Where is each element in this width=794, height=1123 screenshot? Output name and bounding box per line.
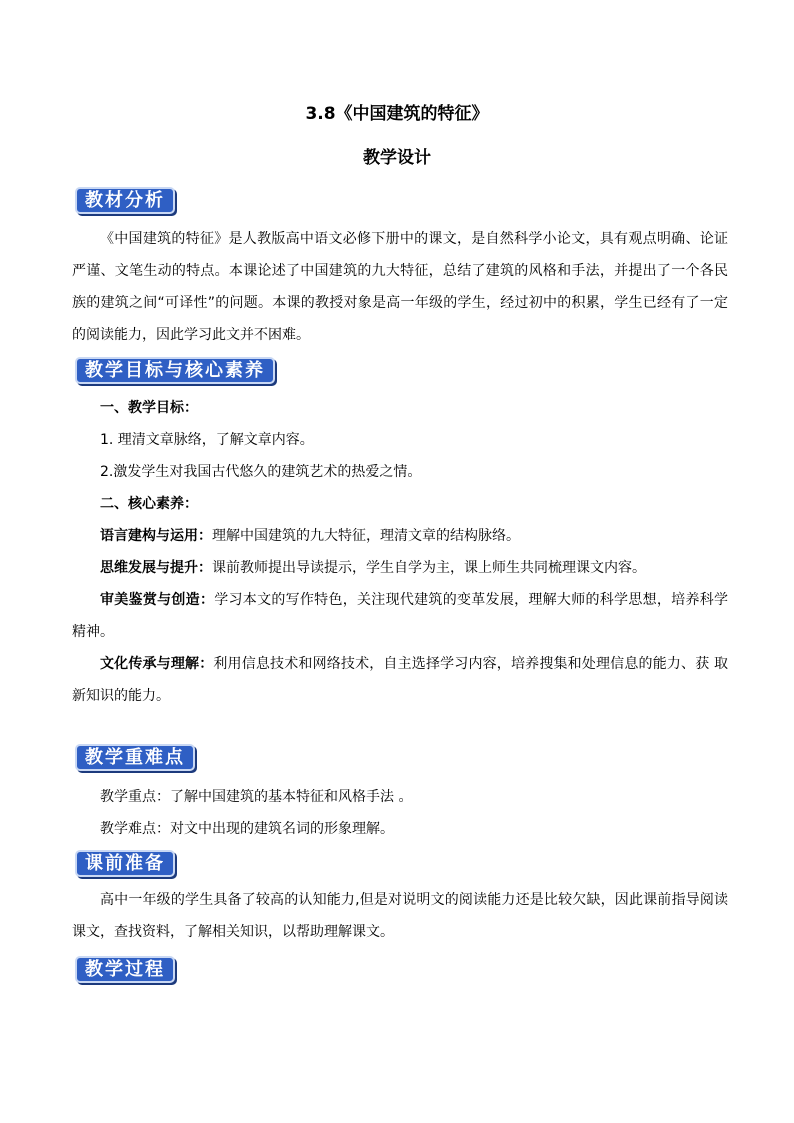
section-badge-analysis: 教材分析 xyxy=(75,187,175,214)
document-subtitle: 教学设计 xyxy=(363,148,431,168)
literacy-item-language xyxy=(100,526,520,546)
section-badge-prep: 课前准备 xyxy=(75,850,175,877)
literacy-text-culture: 利用信息技术和网络技术，自主选择学习内容，培养搜集和处理信息的能力、获 取新知识的能力。 xyxy=(72,656,728,704)
goal-item-2: 2.激发学生对我国古代悠久的建筑艺术的热爱之情。 xyxy=(100,464,422,480)
literacy-subheading: 二、核心素养： xyxy=(100,496,198,512)
section-badge-keypoints: 教学重难点 xyxy=(75,744,195,771)
section-badge-goals: 教学目标与核心素养 xyxy=(75,357,275,384)
goals-subheading: 一、教学目标： xyxy=(100,400,198,416)
literacy-text-language: 理解中国建筑的九大特征，理清文章的结构脉络。 xyxy=(212,528,520,544)
section-badge-process: 教学过程 xyxy=(75,956,175,983)
literacy-text-aesthetic: 学习本文的写作特色，关注现代建筑的变革发展，理解大师的科学思想，培养科学精神。 xyxy=(72,592,728,640)
literacy-label-aesthetic: 审美鉴赏与创造： xyxy=(100,592,215,608)
analysis-paragraph: 《中国建筑的特征》是人教版高中语文必修下册中的课文，是自然科学小论文，具有观点明确、论证严谨、文笔生动的特点。本课论述了中国建筑的九大特征，总结了建筑的风格和手法，并提出了一个各民族的建筑之间“可译性”的问题。本课的教授对象是高一年级的学生，经过初中的积累，学生已经有了一定的阅读能力，因此学习此文并不困难。 xyxy=(72,231,728,343)
literacy-item-culture xyxy=(72,648,728,712)
literacy-label-language: 语言建构与运用： xyxy=(100,528,212,544)
literacy-label-culture: 文化传承与理解： xyxy=(100,656,214,672)
literacy-label-thinking: 思维发展与提升： xyxy=(100,560,212,576)
document-title: 3.8《中国建筑的特征》 xyxy=(305,104,489,124)
literacy-item-aesthetic xyxy=(72,584,728,648)
teaching-difficulty: 教学难点：对文中出现的建筑名词的形象理解。 xyxy=(100,821,394,837)
literacy-item-thinking xyxy=(100,558,646,578)
goal-item-1: 1. 理清文章脉络，了解文章内容。 xyxy=(100,432,314,448)
prep-paragraph: 高中一年级的学生具备了较高的认知能力,但是对说明文的阅读能力还是比较欠缺，因此课前指导阅读课文，查找资料，了解相关知识，以帮助理解课文。 xyxy=(72,892,728,940)
teaching-focus: 教学重点：了解中国建筑的基本特征和风格手法 。 xyxy=(100,789,413,805)
literacy-text-thinking: 课前教师提出导读提示，学生自学为主，课上师生共同梳理课文内容。 xyxy=(212,560,646,576)
